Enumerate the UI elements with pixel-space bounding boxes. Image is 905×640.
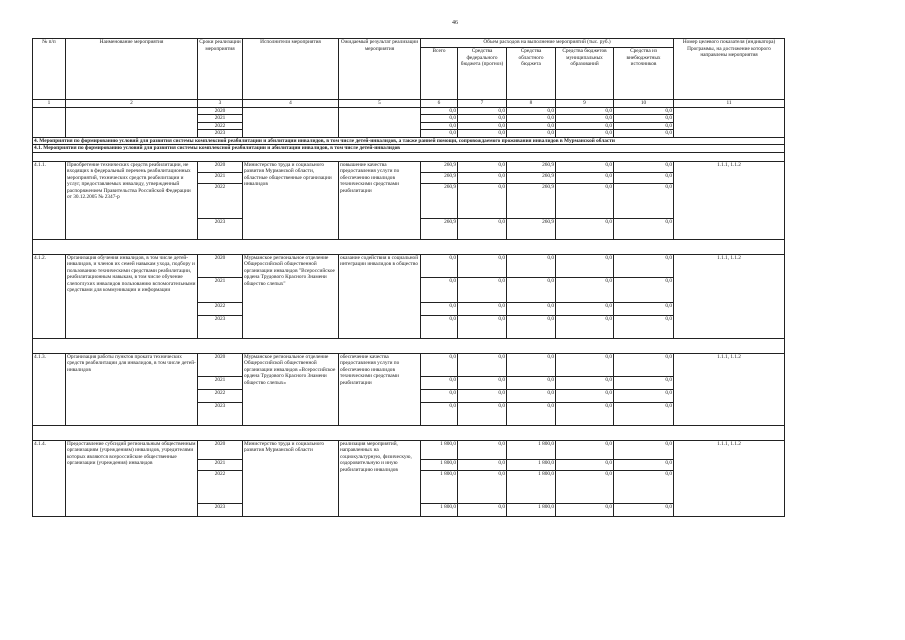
amount-cell: 1 800,0 [507,440,556,459]
amount-cell: 0,0 [556,302,614,315]
amount-cell: 1 800,0 [421,470,458,503]
amount-cell: 0,0 [458,277,507,302]
header-num: № п/п [33,39,66,100]
amount-cell: 0,0 [614,376,674,389]
section-row [33,137,785,145]
empty-cell [243,107,339,137]
section-4-1-heading: 4.1. Мероприятия по формированию условий для развития системы комплексной реабилитации и абилитации инвалидов, в том числе детей-инвалидов [33,145,785,153]
column-number: 7 [458,100,507,108]
amount-cell: 0,0 [614,122,674,130]
amount-cell: 0,0 [421,389,458,402]
continuation-row [33,107,785,115]
amount-cell: 0,0 [556,172,614,183]
amount-cell: 260,9 [421,161,458,172]
amount-cell: 0,0 [458,107,507,115]
item-name: Приобретение технических средств реабилитации, не входящих в федеральный перечень реабилитационных мероприятий, технических средств реабилитации и услуг, предоставляемых инвалиду, утвержденный распоряжением Правительства Российской Федерации от 30.12.2005 № 2347-р [66,161,198,239]
column-number: 9 [556,100,614,108]
amount-cell: 0,0 [507,130,556,138]
year-cell: 2021 [198,115,243,123]
column-number: 10 [614,100,674,108]
item-number: 4.1.2. [33,254,66,338]
header-volume: Объем расходов на выполнение мероприятий (тыс. руб.) [421,39,674,48]
amount-cell: 0,0 [507,376,556,389]
amount-cell: 260,9 [507,161,556,172]
section-row [33,145,785,153]
amount-cell: 0,0 [507,254,556,277]
amount-cell: 0,0 [421,376,458,389]
amount-cell: 0,0 [556,315,614,338]
amount-cell: 0,0 [458,470,507,503]
column-number: 2 [66,100,198,108]
empty-cell [66,107,198,137]
header-dates: Сроки реализации мероприятия [198,39,243,100]
amount-cell: 1 800,0 [421,503,458,516]
item-result: оказание содействия в социальной интеграции инвалидов в общество [339,254,421,338]
amount-cell: 0,0 [556,376,614,389]
header-indicator: Номер целевого показателя (индикатора) Программы, на достижение которого направлены мероприятия [674,39,785,100]
amount-cell: 0,0 [614,459,674,470]
amount-cell: 0,0 [421,130,458,138]
amount-cell: 0,0 [421,302,458,315]
header-federal: Средства федерального бюджета (прогноз) [458,48,507,100]
header-municipal: Средства бюджетов муниципальных образований [556,48,614,100]
year-cell: 2023 [198,503,243,516]
amount-cell: 0,0 [614,254,674,277]
year-cell: 2022 [198,302,243,315]
year-cell: 2023 [198,315,243,338]
year-cell: 2023 [198,402,243,425]
item-indicator: 1.1.1, 1.1.2 [674,353,785,425]
amount-cell: 0,0 [458,130,507,138]
amount-cell: 0,0 [614,389,674,402]
item-name: Организация работы пунктов проката технических средств реабилитации для инвалидов, в том числе детей-инвалидов [66,353,198,425]
year-cell: 2022 [198,183,243,218]
amount-cell: 0,0 [458,376,507,389]
amount-cell: 0,0 [507,353,556,376]
amount-cell: 0,0 [556,107,614,115]
spacer-cell [33,338,785,353]
item-result: повышение качества предоставления услуги по обеспечению инвалидов техническими средствами реабилитации [339,161,421,239]
amount-cell: 0,0 [614,218,674,239]
table-row [33,440,785,459]
amount-cell: 0,0 [614,277,674,302]
amount-cell: 0,0 [507,115,556,123]
spacer-row [33,152,785,161]
spacer-row [33,239,785,254]
amount-cell: 0,0 [507,315,556,338]
amount-cell: 0,0 [458,161,507,172]
amount-cell: 0,0 [556,389,614,402]
amount-cell: 260,9 [421,183,458,218]
column-number: 4 [243,100,339,108]
year-cell: 2020 [198,107,243,115]
item-name: Предоставление субсидий региональным общественным организациям (учреждениям) инвалидов, учредителями которых являются всероссийские общественные организации (учреждения) инвалидов [66,440,198,516]
amount-cell: 0,0 [556,183,614,218]
amount-cell: 0,0 [421,107,458,115]
amount-cell: 0,0 [458,440,507,459]
item-number: 4.1.4. [33,440,66,516]
amount-cell: 0,0 [458,402,507,425]
column-number: 3 [198,100,243,108]
amount-cell: 0,0 [421,115,458,123]
year-cell: 2023 [198,218,243,239]
amount-cell: 0,0 [556,122,614,130]
spacer-cell [33,425,785,440]
amount-cell: 0,0 [507,302,556,315]
year-cell: 2021 [198,459,243,470]
amount-cell: 0,0 [421,402,458,425]
amount-cell: 0,0 [421,277,458,302]
amount-cell: 0,0 [458,115,507,123]
item-indicator: 1.1.1, 1.1.2 [674,161,785,239]
section-4-heading: 4. Мероприятия по формированию условий для развития системы комплексной реабилитации и абилитации инвалидов, в том числе детей-инвалидов, а также ранней помощи, сопровождаемого проживания инвалидов в Мурманской области [33,137,785,145]
year-cell: 2020 [198,254,243,277]
header-extra: Средства из внебюджетных источников [614,48,674,100]
amount-cell: 0,0 [421,353,458,376]
header-row [33,39,785,48]
amount-cell: 0,0 [614,440,674,459]
amount-cell: 260,9 [421,218,458,239]
amount-cell: 0,0 [421,315,458,338]
amount-cell: 0,0 [458,218,507,239]
amount-cell: 0,0 [556,440,614,459]
header-name: Наименование мероприятия [66,39,198,100]
amount-cell: 0,0 [421,254,458,277]
item-executors: Министерство труда и социального развития Мурманской области [243,440,339,516]
amount-cell: 0,0 [458,172,507,183]
amount-cell: 0,0 [614,402,674,425]
column-number-row [33,100,785,108]
header-total: Всего [421,48,458,100]
item-executors: Министерство труда и социального развития Мурманской области, областные общественные организации инвалидов [243,161,339,239]
spacer-row [33,425,785,440]
empty-cell [33,107,66,137]
amount-cell: 0,0 [458,353,507,376]
amount-cell: 0,0 [556,470,614,503]
year-cell: 2022 [198,122,243,130]
amount-cell: 0,0 [458,315,507,338]
column-number: 1 [33,100,66,108]
amount-cell: 0,0 [458,503,507,516]
column-number: 5 [339,100,421,108]
item-result: реализация мероприятий, направленных на социокультурную, физическую, оздоровительную и иную реабилитацию инвалидов [339,440,421,516]
year-cell: 2021 [198,277,243,302]
year-cell: 2020 [198,440,243,459]
empty-cell [674,107,785,137]
amount-cell: 1 800,0 [421,440,458,459]
spacer-cell [33,239,785,254]
amount-cell: 260,9 [507,172,556,183]
amount-cell: 0,0 [614,161,674,172]
amount-cell: 0,0 [556,130,614,138]
year-cell: 2021 [198,376,243,389]
year-cell: 2021 [198,172,243,183]
amount-cell: 0,0 [458,459,507,470]
item-executors: Мурманское региональное отделение Общероссийской общественной организации инвалидов "Всероссийское ордена Трудового Красного Знамени общество слепых" [243,254,339,338]
amount-cell: 1 800,0 [421,459,458,470]
item-number: 4.1.1. [33,161,66,239]
amount-cell: 0,0 [614,107,674,115]
table-row [33,254,785,277]
amount-cell: 0,0 [458,122,507,130]
column-number: 6 [421,100,458,108]
header-regional: Средства областного бюджета [507,48,556,100]
amount-cell: 0,0 [458,254,507,277]
amount-cell: 0,0 [421,122,458,130]
amount-cell: 0,0 [556,503,614,516]
amount-cell: 1 800,0 [507,503,556,516]
amount-cell: 0,0 [507,122,556,130]
item-name: Организация обучения инвалидов, в том числе детей-инвалидов, и членов их семей навыкам ухода, подбору и пользованию техническими средствами реабилитации, реабилитационным навыкам, в том числе обучение слепоглухих инвалидов пользованию вспомогательными средствами для коммуникации и информации [66,254,198,338]
measures-table [32,38,785,517]
page-number: 46 [452,20,458,26]
spacer-row [33,338,785,353]
amount-cell: 0,0 [458,183,507,218]
year-cell: 2022 [198,470,243,503]
item-number: 4.1.3. [33,353,66,425]
table-row [33,161,785,172]
year-cell: 2020 [198,161,243,172]
amount-cell: 0,0 [507,402,556,425]
amount-cell: 0,0 [614,315,674,338]
amount-cell: 0,0 [556,218,614,239]
amount-cell: 0,0 [507,389,556,402]
amount-cell: 260,9 [507,183,556,218]
amount-cell: 0,0 [458,302,507,315]
item-executors: Мурманское региональное отделение Общероссийской общественной организации инвалидов «Всероссийское ордена Трудового Красного Знамени общество слепых» [243,353,339,425]
amount-cell: 0,0 [614,115,674,123]
amount-cell: 0,0 [556,115,614,123]
column-number: 11 [674,100,785,108]
year-cell: 2023 [198,130,243,138]
item-indicator: 1.1.1, 1.1.2 [674,254,785,338]
amount-cell: 0,0 [458,389,507,402]
amount-cell: 0,0 [614,503,674,516]
amount-cell: 0,0 [614,353,674,376]
amount-cell: 0,0 [556,353,614,376]
amount-cell: 260,9 [507,218,556,239]
amount-cell: 0,0 [556,459,614,470]
amount-cell: 0,0 [614,183,674,218]
amount-cell: 0,0 [614,130,674,138]
amount-cell: 0,0 [507,277,556,302]
amount-cell: 0,0 [556,254,614,277]
amount-cell: 0,0 [556,402,614,425]
amount-cell: 0,0 [507,107,556,115]
header-executors: Исполнители мероприятия [243,39,339,100]
amount-cell: 1 800,0 [507,459,556,470]
amount-cell: 0,0 [614,172,674,183]
year-cell: 2022 [198,389,243,402]
amount-cell: 0,0 [556,277,614,302]
spacer-cell [33,152,785,161]
header-result: Ожидаемый результат реализации мероприятия [339,39,421,100]
year-cell: 2020 [198,353,243,376]
table-row [33,353,785,376]
amount-cell: 0,0 [556,161,614,172]
item-result: обеспечение качества предоставления услуги по обеспечению инвалидов техническими средствами реабилитации [339,353,421,425]
amount-cell: 0,0 [614,302,674,315]
empty-cell [339,107,421,137]
amount-cell: 1 800,0 [507,470,556,503]
amount-cell: 260,9 [421,172,458,183]
item-indicator: 1.1.1, 1.1.2 [674,440,785,516]
column-number: 8 [507,100,556,108]
amount-cell: 0,0 [614,470,674,503]
